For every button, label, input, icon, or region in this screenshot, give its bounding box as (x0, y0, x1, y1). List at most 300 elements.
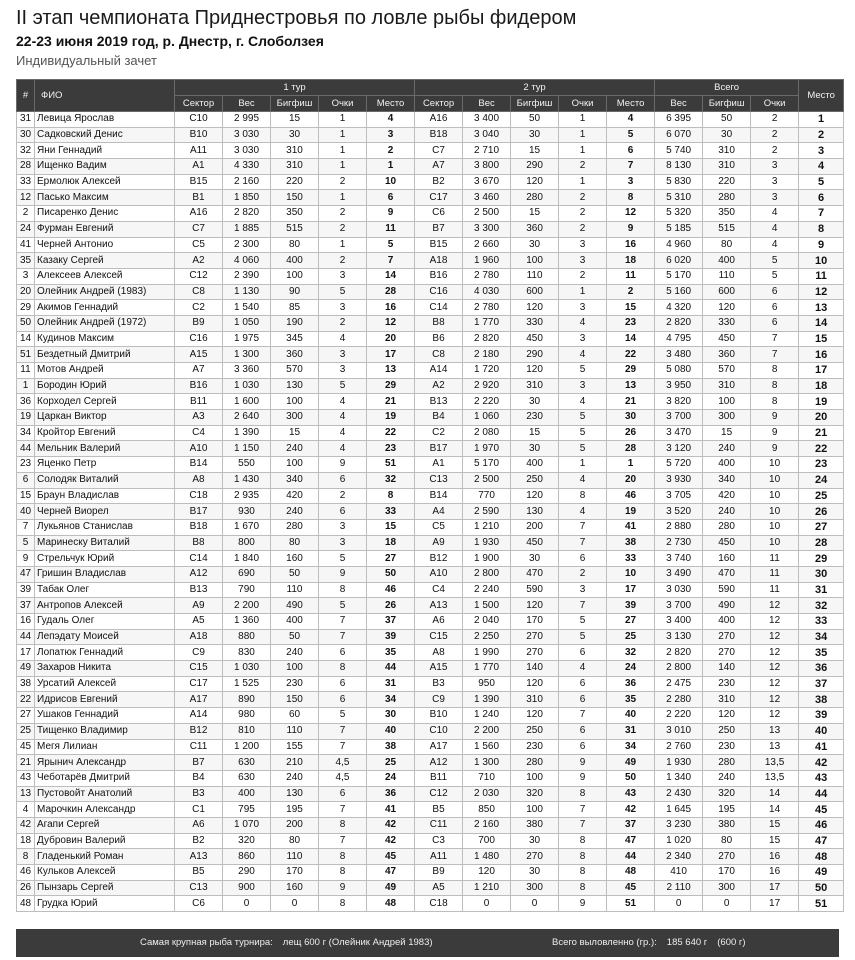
cell-t2-bigfish: 230 (511, 410, 559, 426)
cell-total-bigfish: 170 (703, 865, 751, 881)
table-row (17, 268, 844, 284)
cell-t1-sector: B17 (175, 504, 223, 520)
cell-t2-weight: 950 (463, 676, 511, 692)
cell-t1-place: 33 (367, 504, 415, 520)
cell-t1-weight: 400 (223, 786, 271, 802)
cell-total-weight: 6 070 (655, 127, 703, 143)
cell-t1-points: 3 (319, 535, 367, 551)
cell-total-points: 17 (751, 880, 799, 896)
event-subtitle: 22-23 июня 2019 год, р. Днестр, г. Слоболзея (16, 33, 324, 49)
cell-t2-sector: B3 (415, 676, 463, 692)
cell-num: 40 (17, 504, 35, 520)
cell-t2-bigfish: 120 (511, 598, 559, 614)
cell-total-bigfish: 15 (703, 425, 751, 441)
cell-t2-place: 12 (607, 206, 655, 222)
cell-t1-weight: 1 360 (223, 614, 271, 630)
cell-t2-place: 39 (607, 598, 655, 614)
cell-t1-weight: 1 030 (223, 378, 271, 394)
cell-t1-bigfish: 160 (271, 880, 319, 896)
cell-t1-points: 5 (319, 598, 367, 614)
cell-fio: Агапи Сергей (35, 817, 175, 833)
cell-t1-points: 9 (319, 880, 367, 896)
cell-fio: Кудинов Максим (35, 331, 175, 347)
cell-t1-weight: 890 (223, 692, 271, 708)
cell-t1-points: 5 (319, 378, 367, 394)
cell-t2-bigfish: 280 (511, 190, 559, 206)
cell-t1-sector: A10 (175, 441, 223, 457)
cell-t1-bigfish: 100 (271, 268, 319, 284)
cell-t2-points: 3 (559, 582, 607, 598)
cell-overall-place: 39 (799, 708, 844, 724)
cell-t2-sector: B9 (415, 865, 463, 881)
header-total-bigfish: Бигфиш (703, 96, 751, 112)
cell-t2-place: 4 (607, 112, 655, 128)
cell-overall-place: 20 (799, 410, 844, 426)
cell-t1-sector: B8 (175, 535, 223, 551)
table-row (17, 488, 844, 504)
cell-t1-points: 1 (319, 143, 367, 159)
cell-t2-points: 6 (559, 551, 607, 567)
cell-overall-place: 38 (799, 692, 844, 708)
cell-num: 30 (17, 127, 35, 143)
cell-num: 6 (17, 472, 35, 488)
cell-t1-bigfish: 90 (271, 284, 319, 300)
cell-t1-place: 51 (367, 457, 415, 473)
cell-t1-place: 30 (367, 708, 415, 724)
cell-total-points: 12 (751, 692, 799, 708)
cell-t2-weight: 2 240 (463, 582, 511, 598)
cell-t1-points: 3 (319, 519, 367, 535)
cell-t1-bigfish: 340 (271, 472, 319, 488)
cell-total-points: 10 (751, 472, 799, 488)
table-header (17, 80, 844, 112)
cell-t1-place: 34 (367, 692, 415, 708)
cell-t2-weight: 1 500 (463, 598, 511, 614)
table-row (17, 865, 844, 881)
cell-total-points: 6 (751, 284, 799, 300)
cell-total-weight: 3 400 (655, 614, 703, 630)
cell-overall-place: 51 (799, 896, 844, 912)
cell-num: 20 (17, 284, 35, 300)
cell-t1-weight: 0 (223, 896, 271, 912)
cell-num: 41 (17, 237, 35, 253)
cell-t2-bigfish: 280 (511, 755, 559, 771)
cell-t1-sector: A1 (175, 159, 223, 175)
cell-t2-weight: 2 710 (463, 143, 511, 159)
cell-fio: Ушаков Геннадий (35, 708, 175, 724)
cell-overall-place: 30 (799, 566, 844, 582)
cell-total-weight: 3 930 (655, 472, 703, 488)
cell-t1-points: 4,5 (319, 770, 367, 786)
cell-t2-points: 5 (559, 425, 607, 441)
cell-total-bigfish: 270 (703, 849, 751, 865)
cell-t1-weight: 1 430 (223, 472, 271, 488)
cell-total-points: 12 (751, 661, 799, 677)
cell-t1-weight: 550 (223, 457, 271, 473)
cell-overall-place: 35 (799, 645, 844, 661)
cell-t1-bigfish: 310 (271, 143, 319, 159)
cell-t2-weight: 3 670 (463, 174, 511, 190)
cell-t1-sector: A17 (175, 692, 223, 708)
cell-fio: Гришин Владислав (35, 566, 175, 582)
cell-t2-sector: C11 (415, 817, 463, 833)
cell-num: 13 (17, 786, 35, 802)
cell-t2-points: 5 (559, 363, 607, 379)
cell-total-points: 8 (751, 363, 799, 379)
table-row (17, 739, 844, 755)
cell-num: 38 (17, 676, 35, 692)
cell-total-points: 8 (751, 378, 799, 394)
cell-total-weight: 4 960 (655, 237, 703, 253)
cell-total-bigfish: 600 (703, 284, 751, 300)
cell-t2-place: 30 (607, 410, 655, 426)
cell-t1-sector: C1 (175, 802, 223, 818)
cell-total-bigfish: 490 (703, 598, 751, 614)
cell-fio: Яни Геннадий (35, 143, 175, 159)
cell-t1-place: 37 (367, 614, 415, 630)
cell-fio: Гладенький Роман (35, 849, 175, 865)
header-t1-place: Место (367, 96, 415, 112)
cell-t1-sector: A12 (175, 566, 223, 582)
cell-t2-weight: 3 800 (463, 159, 511, 175)
cell-t1-points: 6 (319, 692, 367, 708)
cell-total-points: 12 (751, 598, 799, 614)
cell-t2-bigfish: 270 (511, 849, 559, 865)
table-row (17, 817, 844, 833)
cell-t1-points: 2 (319, 315, 367, 331)
cell-t1-bigfish: 85 (271, 300, 319, 316)
cell-overall-place: 17 (799, 363, 844, 379)
cell-t2-bigfish: 250 (511, 723, 559, 739)
cell-fio: Чеботарёв Дмитрий (35, 770, 175, 786)
table-row (17, 614, 844, 630)
cell-t1-points: 8 (319, 896, 367, 912)
cell-total-bigfish: 230 (703, 676, 751, 692)
cell-t1-bigfish: 50 (271, 566, 319, 582)
cell-total-bigfish: 420 (703, 488, 751, 504)
cell-t1-sector: B3 (175, 786, 223, 802)
cell-t2-sector: C3 (415, 833, 463, 849)
cell-fio: Пасько Максим (35, 190, 175, 206)
cell-t1-place: 7 (367, 253, 415, 269)
cell-overall-place: 23 (799, 457, 844, 473)
cell-t2-sector: C5 (415, 519, 463, 535)
cell-t2-points: 4 (559, 661, 607, 677)
cell-t2-points: 2 (559, 190, 607, 206)
cell-t2-points: 9 (559, 770, 607, 786)
table-row (17, 723, 844, 739)
cell-total-points: 9 (751, 410, 799, 426)
cell-total-weight: 3 820 (655, 394, 703, 410)
cell-overall-place: 2 (799, 127, 844, 143)
cell-t2-bigfish: 30 (511, 441, 559, 457)
cell-t2-place: 43 (607, 786, 655, 802)
cell-t1-weight: 2 200 (223, 598, 271, 614)
cell-t1-place: 26 (367, 598, 415, 614)
cell-t1-sector: C12 (175, 268, 223, 284)
cell-t2-points: 4 (559, 347, 607, 363)
cell-fio: Табак Олег (35, 582, 175, 598)
cell-t2-points: 8 (559, 880, 607, 896)
cell-t1-sector: B12 (175, 723, 223, 739)
cell-num: 18 (17, 833, 35, 849)
table-row (17, 394, 844, 410)
cell-t2-bigfish: 15 (511, 425, 559, 441)
cell-total-points: 16 (751, 849, 799, 865)
cell-t2-bigfish: 270 (511, 645, 559, 661)
cell-t1-sector: C9 (175, 645, 223, 661)
table-row (17, 112, 844, 128)
cell-t2-sector: B4 (415, 410, 463, 426)
cell-t2-place: 47 (607, 833, 655, 849)
cell-t2-bigfish: 230 (511, 739, 559, 755)
cell-t2-points: 1 (559, 457, 607, 473)
cell-total-weight: 3 740 (655, 551, 703, 567)
cell-t2-sector: A12 (415, 755, 463, 771)
cell-t1-place: 23 (367, 441, 415, 457)
cell-total-points: 14 (751, 802, 799, 818)
cell-t1-sector: C15 (175, 661, 223, 677)
cell-total-points: 8 (751, 394, 799, 410)
cell-num: 12 (17, 190, 35, 206)
cell-t1-weight: 1 670 (223, 519, 271, 535)
cell-t2-sector: B5 (415, 802, 463, 818)
cell-t1-sector: C18 (175, 488, 223, 504)
cell-t2-weight: 2 200 (463, 723, 511, 739)
cell-t1-bigfish: 230 (271, 676, 319, 692)
cell-t1-bigfish: 100 (271, 661, 319, 677)
cell-fio: Черней Антонио (35, 237, 175, 253)
cell-t2-weight: 2 780 (463, 268, 511, 284)
cell-t2-weight: 1 900 (463, 551, 511, 567)
cell-t2-weight: 850 (463, 802, 511, 818)
cell-t2-points: 6 (559, 723, 607, 739)
cell-overall-place: 6 (799, 190, 844, 206)
cell-t2-weight: 1 300 (463, 755, 511, 771)
cell-t2-points: 9 (559, 896, 607, 912)
header-t1-weight: Вес (223, 96, 271, 112)
cell-t2-sector: C2 (415, 425, 463, 441)
cell-t1-weight: 1 200 (223, 739, 271, 755)
cell-t2-place: 41 (607, 519, 655, 535)
cell-t2-sector: B6 (415, 331, 463, 347)
cell-total-weight: 410 (655, 865, 703, 881)
cell-num: 25 (17, 723, 35, 739)
cell-t1-sector: C6 (175, 896, 223, 912)
table-row (17, 410, 844, 426)
cell-t1-bigfish: 100 (271, 394, 319, 410)
cell-total-bigfish: 280 (703, 755, 751, 771)
table-row (17, 206, 844, 222)
cell-t1-weight: 800 (223, 535, 271, 551)
cell-overall-place: 16 (799, 347, 844, 363)
results-table (16, 79, 844, 912)
cell-total-bigfish: 120 (703, 300, 751, 316)
cell-t2-points: 2 (559, 159, 607, 175)
summary-footer (16, 929, 839, 957)
cell-total-weight: 6 020 (655, 253, 703, 269)
cell-t2-sector: C4 (415, 582, 463, 598)
cell-t2-weight: 700 (463, 833, 511, 849)
cell-total-bigfish: 330 (703, 315, 751, 331)
cell-t2-points: 6 (559, 739, 607, 755)
cell-t2-place: 6 (607, 143, 655, 159)
cell-t1-place: 4 (367, 112, 415, 128)
cell-fio: Ищенко Вадим (35, 159, 175, 175)
cell-t2-weight: 1 210 (463, 519, 511, 535)
cell-t2-sector: C12 (415, 786, 463, 802)
cell-t1-bigfish: 0 (271, 896, 319, 912)
cell-t2-weight: 3 040 (463, 127, 511, 143)
cell-total-points: 13,5 (751, 755, 799, 771)
cell-t2-bigfish: 120 (511, 300, 559, 316)
cell-t2-sector: B2 (415, 174, 463, 190)
cell-overall-place: 29 (799, 551, 844, 567)
table-row (17, 300, 844, 316)
cell-t1-place: 6 (367, 190, 415, 206)
cell-t1-bigfish: 210 (271, 755, 319, 771)
cell-overall-place: 19 (799, 394, 844, 410)
cell-t1-bigfish: 60 (271, 708, 319, 724)
cell-t1-place: 19 (367, 410, 415, 426)
cell-t2-place: 14 (607, 331, 655, 347)
cell-t2-bigfish: 30 (511, 237, 559, 253)
cell-t2-sector: C15 (415, 629, 463, 645)
cell-t2-bigfish: 15 (511, 143, 559, 159)
cell-num: 45 (17, 739, 35, 755)
cell-overall-place: 7 (799, 206, 844, 222)
cell-t2-points: 1 (559, 284, 607, 300)
cell-t1-weight: 3 360 (223, 363, 271, 379)
cell-total-points: 11 (751, 566, 799, 582)
cell-fio: Ермолюк Алексей (35, 174, 175, 190)
cell-total-bigfish: 300 (703, 410, 751, 426)
header-t2-sector: Сектор (415, 96, 463, 112)
cell-t2-bigfish: 30 (511, 865, 559, 881)
cell-total-points: 17 (751, 896, 799, 912)
cell-t2-points: 4 (559, 315, 607, 331)
cell-t2-place: 45 (607, 880, 655, 896)
cell-t2-bigfish: 380 (511, 817, 559, 833)
cell-fio: Антропов Алексей (35, 598, 175, 614)
cell-total-bigfish: 240 (703, 504, 751, 520)
header-t2-points: Очки (559, 96, 607, 112)
cell-t1-sector: A13 (175, 849, 223, 865)
cell-total-weight: 3 520 (655, 504, 703, 520)
cell-t2-weight: 2 080 (463, 425, 511, 441)
cell-t1-place: 24 (367, 770, 415, 786)
table-row (17, 347, 844, 363)
table-row (17, 425, 844, 441)
cell-total-points: 11 (751, 551, 799, 567)
cell-total-weight: 1 340 (655, 770, 703, 786)
cell-fio: Писаренко Денис (35, 206, 175, 222)
cell-total-bigfish: 310 (703, 692, 751, 708)
cell-t2-bigfish: 110 (511, 268, 559, 284)
cell-overall-place: 15 (799, 331, 844, 347)
cell-num: 5 (17, 535, 35, 551)
cell-total-weight: 5 740 (655, 143, 703, 159)
cell-overall-place: 27 (799, 519, 844, 535)
cell-num: 19 (17, 410, 35, 426)
cell-t1-points: 6 (319, 786, 367, 802)
cell-t1-place: 48 (367, 896, 415, 912)
cell-total-bigfish: 470 (703, 566, 751, 582)
cell-total-points: 3 (751, 190, 799, 206)
cell-t1-bigfish: 345 (271, 331, 319, 347)
table-row (17, 582, 844, 598)
cell-t1-weight: 1 525 (223, 676, 271, 692)
biggest-fish-summary (140, 929, 433, 957)
cell-t1-points: 7 (319, 802, 367, 818)
cell-t1-sector: C10 (175, 112, 223, 128)
cell-t1-points: 7 (319, 739, 367, 755)
cell-total-bigfish: 120 (703, 708, 751, 724)
cell-t2-place: 20 (607, 472, 655, 488)
cell-t1-weight: 830 (223, 645, 271, 661)
cell-overall-place: 33 (799, 614, 844, 630)
cell-t2-weight: 1 720 (463, 363, 511, 379)
cell-t1-points: 4,5 (319, 755, 367, 771)
cell-t2-points: 9 (559, 755, 607, 771)
cell-t2-bigfish: 120 (511, 174, 559, 190)
cell-t2-points: 1 (559, 127, 607, 143)
cell-num: 27 (17, 708, 35, 724)
cell-t2-bigfish: 30 (511, 551, 559, 567)
cell-fio: Мотов Андрей (35, 363, 175, 379)
cell-t2-sector: B7 (415, 221, 463, 237)
cell-t1-weight: 2 300 (223, 237, 271, 253)
cell-t1-bigfish: 240 (271, 770, 319, 786)
cell-total-weight: 0 (655, 896, 703, 912)
cell-t1-bigfish: 360 (271, 347, 319, 363)
cell-num: 44 (17, 629, 35, 645)
cell-t1-sector: B11 (175, 394, 223, 410)
cell-total-points: 2 (751, 112, 799, 128)
cell-t1-points: 5 (319, 551, 367, 567)
cell-total-points: 11 (751, 582, 799, 598)
cell-total-points: 12 (751, 629, 799, 645)
cell-overall-place: 31 (799, 582, 844, 598)
cell-total-bigfish: 110 (703, 268, 751, 284)
cell-t1-points: 9 (319, 457, 367, 473)
cell-total-points: 5 (751, 253, 799, 269)
cell-t1-bigfish: 110 (271, 723, 319, 739)
cell-t1-place: 28 (367, 284, 415, 300)
cell-total-weight: 3 480 (655, 347, 703, 363)
cell-total-points: 7 (751, 347, 799, 363)
cell-t2-weight: 2 920 (463, 378, 511, 394)
cell-overall-place: 12 (799, 284, 844, 300)
cell-t1-points: 2 (319, 206, 367, 222)
biggest-fish-label: Самая крупная рыба турнира: (140, 937, 273, 948)
cell-t1-points: 6 (319, 645, 367, 661)
cell-t2-bigfish: 0 (511, 896, 559, 912)
cell-t1-weight: 2 995 (223, 112, 271, 128)
cell-total-points: 12 (751, 708, 799, 724)
cell-t2-bigfish: 30 (511, 833, 559, 849)
cell-t1-weight: 290 (223, 865, 271, 881)
cell-t2-sector: A14 (415, 363, 463, 379)
cell-t2-sector: B18 (415, 127, 463, 143)
cell-num: 39 (17, 582, 35, 598)
cell-total-bigfish: 220 (703, 174, 751, 190)
cell-t2-weight: 2 220 (463, 394, 511, 410)
cell-total-weight: 5 160 (655, 284, 703, 300)
cell-t2-points: 8 (559, 849, 607, 865)
cell-t1-sector: A9 (175, 598, 223, 614)
table-row (17, 786, 844, 802)
